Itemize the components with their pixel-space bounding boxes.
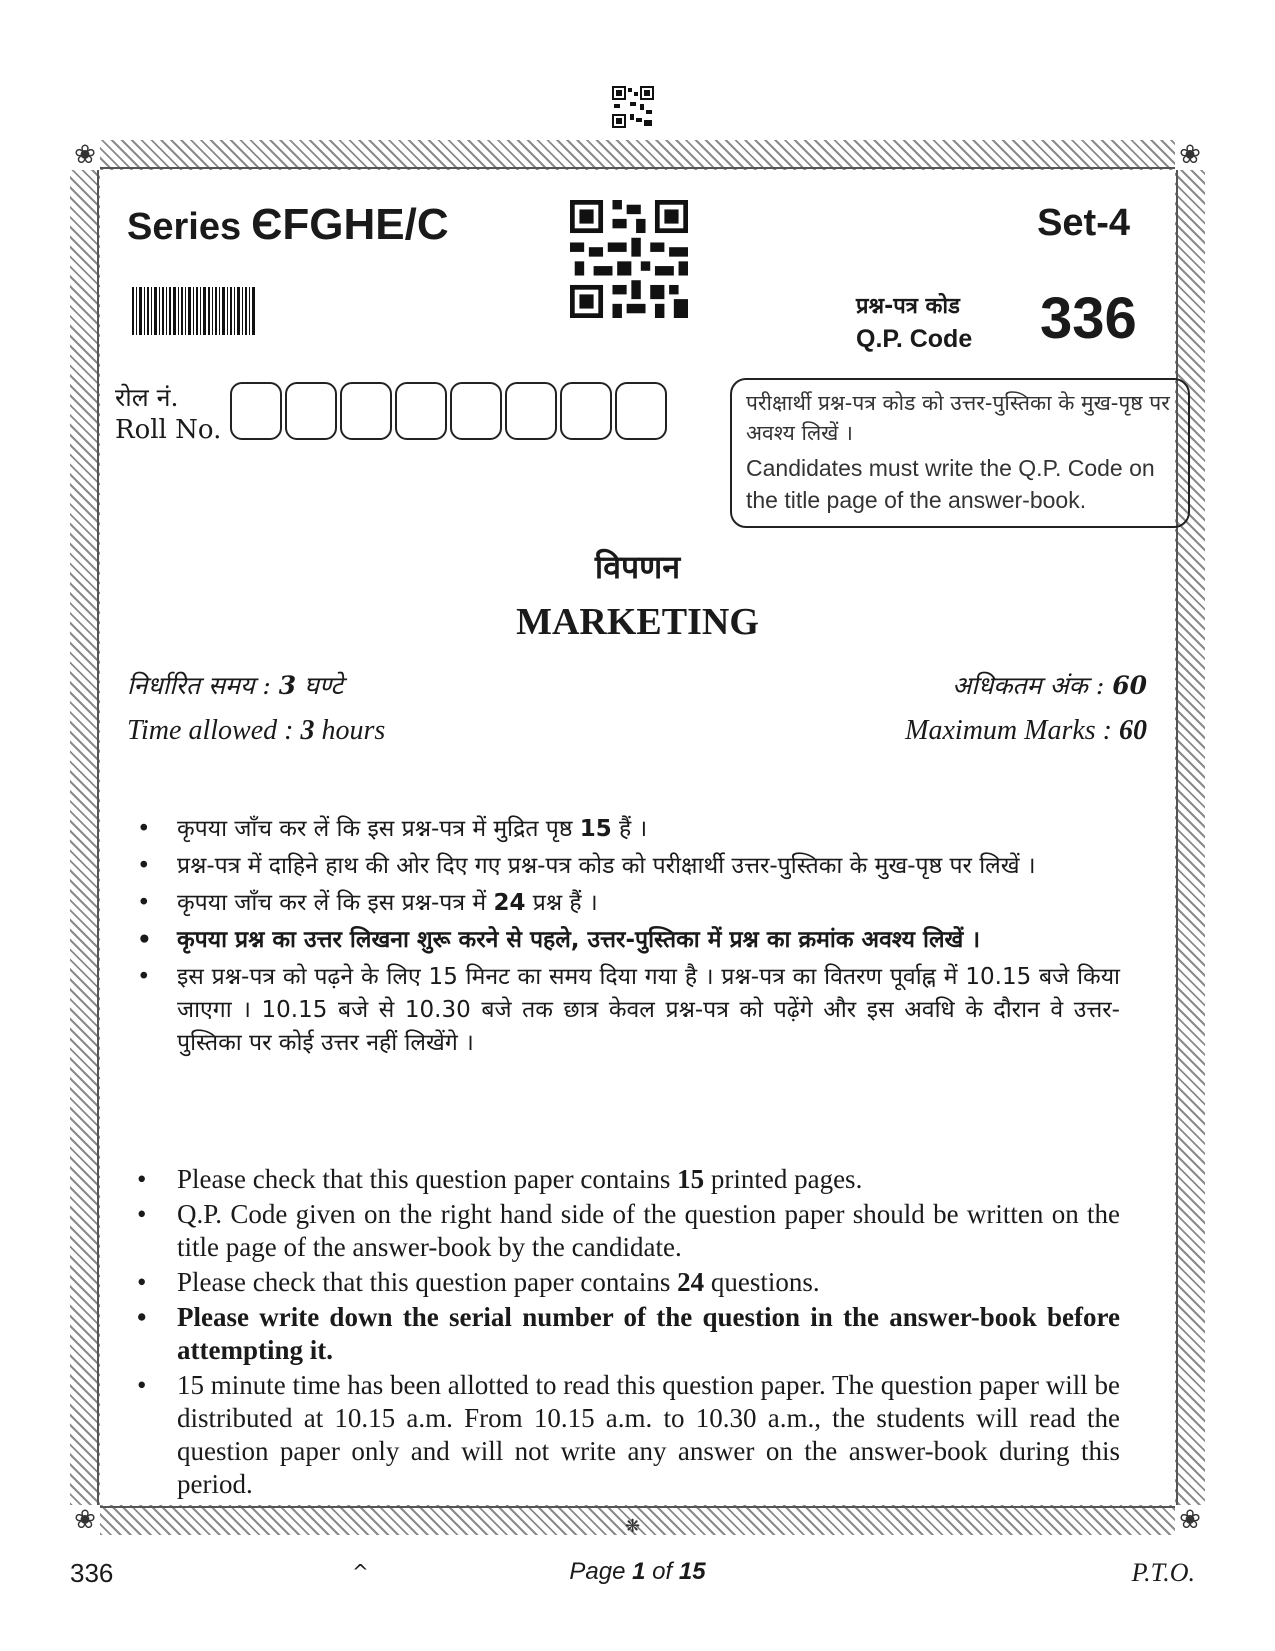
list-item — [135, 1301, 1120, 1367]
time-value: 3 — [300, 715, 315, 746]
marks-value-hindi: 60 — [1112, 671, 1147, 700]
pto-label: P.T.O. — [1131, 1558, 1195, 1587]
page-of: of — [645, 1558, 679, 1585]
time-allowed — [127, 715, 385, 747]
roll-number-boxes — [230, 382, 670, 442]
instruction-text: printed pages. — [704, 1164, 863, 1194]
page-prefix: Page — [569, 1558, 633, 1585]
time-label: Time allowed : — [127, 715, 301, 746]
qp-code-label-hindi: प्रश्न-पत्र कोड — [856, 294, 960, 319]
time-value-hindi: 3 — [278, 671, 297, 700]
list-item — [135, 813, 1120, 846]
time-label-hindi: निर्धारित समय : — [127, 671, 279, 700]
roll-digit-box[interactable] — [395, 382, 447, 440]
set-number: Set-4 — [1037, 202, 1130, 244]
instruction-text: इस प्रश्न-पत्र को पढ़ने के लिए 15 मिनट का समय दिया गया है । प्रश्न-पत्र का वितरण पूर्वाह्न में 10.15 बजे किया जाएगा । 10.15 बजे से 10.30 बजे तक छात्र केवल प्रश्न-पत्र को पढ़ेंगे और इस अवधि के दौरान वे उत्तर-पुस्तिका पर कोई उत्तर नहीं लिखेंगे । — [177, 964, 1120, 1056]
instruction-bold: Please write down the serial number of the question in the answer-book before attempting it. — [177, 1302, 1120, 1365]
page-number — [0, 1558, 1275, 1586]
marks-label-hindi: अधिकतम अंक : — [952, 671, 1113, 700]
notice-english: Candidates must write the Q.P. Code on the title page of the answer-book. — [746, 455, 1155, 513]
series-line — [127, 200, 449, 250]
subject-title-hindi: विपणन — [594, 548, 681, 586]
instruction-text: कृपया जाँच कर लें कि इस प्रश्न-पत्र में मुद्रित पृष्ठ — [177, 816, 580, 842]
corner-ornament-icon: ❀ — [1175, 1505, 1205, 1535]
list-item — [135, 1198, 1120, 1264]
roll-digit-box[interactable] — [285, 382, 337, 440]
list-item — [135, 1163, 1120, 1196]
list-item — [135, 1369, 1120, 1501]
roll-digit-box[interactable] — [450, 382, 502, 440]
instruction-bold: कृपया प्रश्न का उत्तर लिखना शुरू करने से पहले, उत्तर-पुस्तिका में प्रश्न का क्रमांक अवश्य लिखें । — [177, 927, 981, 953]
qr-code-small — [612, 86, 654, 128]
roll-label: Roll No. — [115, 415, 222, 445]
roll-label-hindi: रोल नं. — [115, 383, 179, 412]
roll-digit-box[interactable] — [340, 382, 392, 440]
instruction-text: Q.P. Code given on the right hand side of the question paper should be written on the title page of the answer-book by the candidate. — [177, 1199, 1120, 1262]
roll-digit-box[interactable] — [505, 382, 557, 440]
qp-code-number: 336 — [1040, 286, 1137, 351]
list-item — [135, 850, 1120, 883]
instruction-text: कृपया जाँच कर लें कि इस प्रश्न-पत्र में — [177, 890, 494, 916]
notice-hindi: परीक्षार्थी प्रश्न-पत्र कोड को उत्तर-पुस्तिका के मुख-पृष्ठ पर अवश्य लिखें । — [746, 391, 1170, 445]
instruction-text: प्रश्न हैं । — [525, 890, 598, 916]
bottom-ornament-icon: ❋ — [625, 1516, 641, 1537]
marks-label: Maximum Marks : — [905, 715, 1119, 746]
page-total: 15 — [678, 1558, 706, 1585]
instruction-bold: 15 — [677, 1164, 705, 1194]
instruction-text: questions. — [704, 1267, 820, 1297]
corner-ornament-icon: ❀ — [1175, 140, 1205, 170]
list-item — [135, 961, 1120, 1060]
footer-caret-icon: ^ — [352, 1560, 369, 1584]
maximum-marks — [905, 715, 1147, 747]
corner-ornament-icon: ❀ — [70, 1505, 100, 1535]
series-label: Series — [127, 206, 242, 248]
instruction-bold: 24 — [493, 890, 526, 916]
instruction-text: Please check that this question paper contains — [177, 1267, 678, 1297]
marks-value: 60 — [1119, 715, 1147, 746]
roll-digit-box[interactable] — [230, 382, 282, 440]
instructions-hindi — [135, 813, 1120, 1064]
instruction-text: Please check that this question paper contains — [177, 1164, 678, 1194]
series-code: ЄFGHE/C — [251, 200, 449, 249]
subject-title: MARKETING — [516, 601, 759, 643]
time-allowed-hindi — [127, 668, 343, 702]
corner-ornament-icon: ❀ — [70, 140, 100, 170]
instructions-english — [135, 1163, 1120, 1503]
instruction-bold: 15 — [579, 816, 612, 842]
qp-code-label: Q.P. Code — [856, 325, 973, 353]
instruction-text: 15 minute time has been allotted to read this question paper. The question paper will be distributed at 10.15 a.m. From 10.15 a.m. to 10.30 a.m., the students will read the question paper only and will not write any answer on the answer-book during this period. — [177, 1370, 1120, 1499]
page-current: 1 — [632, 1558, 646, 1585]
instruction-text: हैं । — [611, 816, 648, 842]
qr-code — [570, 200, 688, 318]
footer-qp-code: 336 — [70, 1558, 114, 1588]
time-unit-hindi: घण्टे — [296, 671, 344, 700]
instruction-text: प्रश्न-पत्र में दाहिने हाथ की ओर दिए गए प्रश्न-पत्र कोड को परीक्षार्थी उत्तर-पुस्तिका के मुख-पृष्ठ पर लिखें । — [177, 853, 1036, 879]
roll-digit-box[interactable] — [560, 382, 612, 440]
list-item — [135, 887, 1120, 920]
list-item — [135, 924, 1120, 957]
barcode — [132, 287, 256, 335]
qp-code-notice — [730, 378, 1190, 528]
instruction-bold: 24 — [677, 1267, 705, 1297]
roll-digit-box[interactable] — [615, 382, 667, 440]
maximum-marks-hindi — [952, 668, 1147, 702]
list-item — [135, 1266, 1120, 1299]
time-unit: hours — [314, 715, 386, 746]
